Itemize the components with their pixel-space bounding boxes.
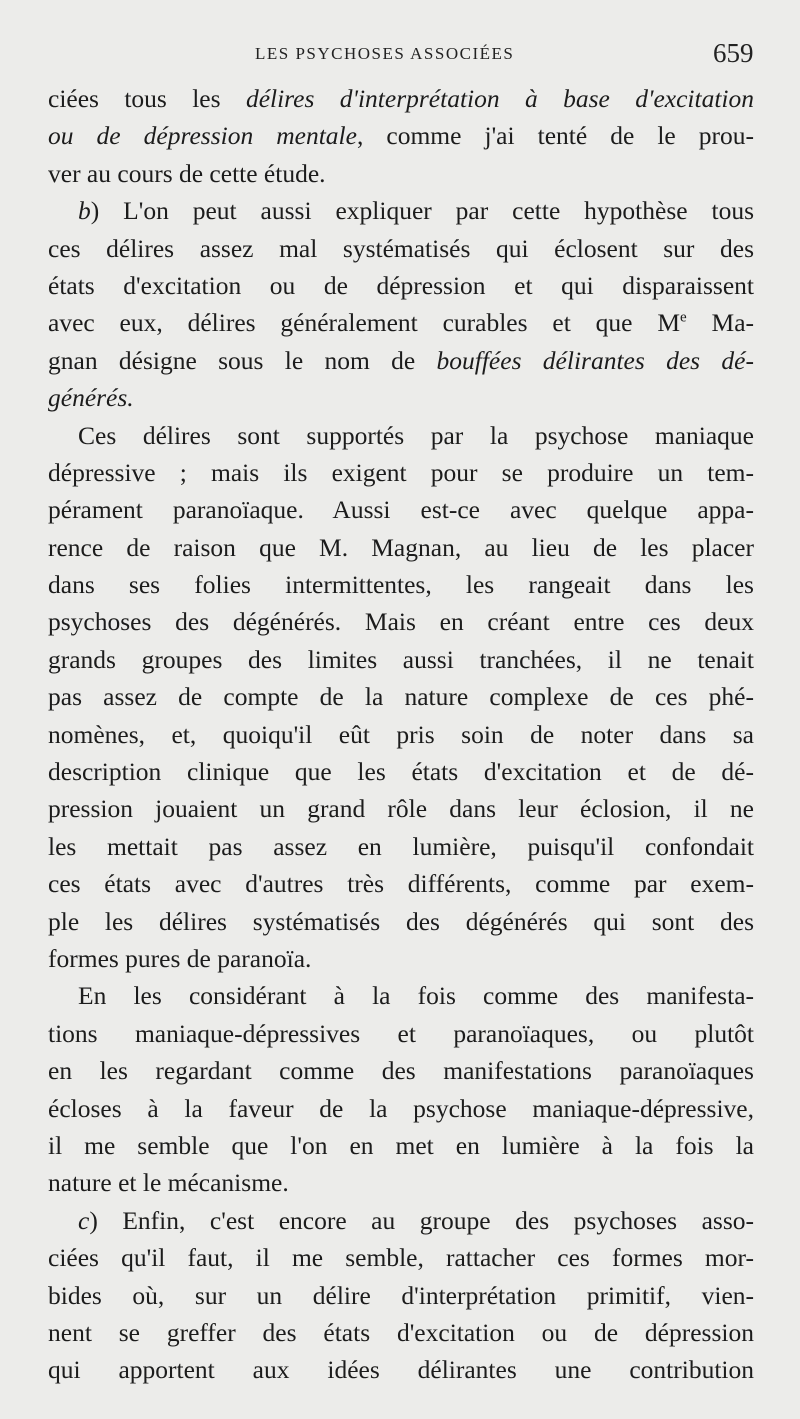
text-segment: bides où, sur un délire d'interprétation primitif, vien- [48, 1280, 754, 1310]
text-line [48, 379, 754, 416]
text-segment: états d'excitation ou de dépression et qui disparaissent [48, 270, 754, 300]
text-line [48, 80, 754, 117]
text-segment: Ces délires sont supportés par la psychose maniaque [78, 420, 754, 450]
text-line [48, 304, 754, 341]
text-segment: c [78, 1205, 90, 1235]
text-line [48, 865, 754, 902]
text-segment: dans ses folies intermittentes, les rangeait dans les [48, 570, 754, 600]
text-segment: grands groupes des limites aussi tranchées, il ne tenait [48, 644, 754, 674]
text-segment: nent se greffer des états d'excitation ou de dépression [48, 1317, 754, 1347]
text-segment: rence de raison que M. Magnan, au lieu de les placer [48, 532, 754, 562]
text-segment: les mettait pas assez en lumière, puisqu'il confondait [48, 831, 754, 861]
text-line [48, 342, 754, 379]
text-segment: ciées tous les [48, 84, 246, 113]
text-line [48, 192, 754, 229]
running-title: LES PSYCHOSES ASSOCIÉES [255, 44, 515, 63]
text-segment: pas assez de compte de la nature complexe de ces phé- [48, 682, 754, 712]
text-line [48, 790, 754, 827]
text-segment: ) L'on peut aussi expliquer par cette hypothèse tous [90, 196, 754, 226]
text-line [48, 1090, 754, 1127]
text-segment: ces états avec d'autres très différents, comme par exem- [48, 869, 754, 899]
text-segment: pérament paranoïaque. Aussi est-ce avec quelque appa- [48, 495, 754, 525]
text-segment: formes pures de paranoïa. [48, 943, 312, 973]
text-line [48, 1314, 754, 1351]
text-segment: nomènes, et, quoiqu'il eût pris soin de noter dans sa [48, 719, 754, 749]
text-line [48, 603, 754, 640]
text-line [48, 454, 754, 491]
text-line [48, 828, 754, 865]
text-line [48, 903, 754, 940]
text-segment: psychoses des dégénérés. Mais en créant entre ces deux [48, 607, 754, 637]
text-segment: tions maniaque-dépressives et paranoïaques, ou plutôt [48, 1018, 754, 1048]
text-line [48, 1015, 754, 1052]
text-segment: qui apportent aux idées délirantes une contribution [48, 1355, 754, 1385]
text-line [48, 678, 754, 715]
text-segment: avec eux, délires généralement curables et que M [48, 308, 680, 338]
text-segment: nature et le mécanisme. [48, 1168, 289, 1198]
text-segment: En les considérant à la fois comme des manifesta- [78, 981, 754, 1011]
text-segment: ) Enfin, c'est encore au groupe des psychoses asso- [89, 1205, 754, 1235]
text-line [48, 417, 754, 454]
text-segment: Ma- [686, 308, 755, 338]
text-segment: bouffées délirantes des dé- [436, 345, 754, 375]
text-line [48, 230, 754, 267]
text-segment: pression jouaient un grand rôle dans leur éclosion, il ne [48, 794, 754, 824]
text-segment: e [680, 309, 687, 326]
body-text [48, 80, 754, 1389]
text-line [48, 267, 754, 304]
text-line [48, 566, 754, 603]
text-segment: gnan désigne sous le nom de [48, 345, 437, 375]
text-segment: b [78, 196, 91, 226]
text-line [48, 529, 754, 566]
text-segment: dépressive ; mais ils exigent pour se produire un tem- [48, 457, 754, 487]
page-header [0, 38, 800, 78]
text-line [48, 977, 754, 1014]
text-line [48, 117, 754, 154]
text-segment: délires d'interprétation à base d'excitation [245, 84, 754, 113]
text-line [48, 641, 754, 678]
text-segment: ou de dépression mentale [48, 121, 357, 151]
text-line [48, 1239, 754, 1276]
text-line [48, 1202, 754, 1239]
text-line [48, 1127, 754, 1164]
text-line [48, 1052, 754, 1089]
text-segment: générés. [48, 383, 134, 413]
text-line [48, 753, 754, 790]
text-segment: ver au cours de cette étude. [48, 158, 326, 188]
text-segment: ciées qu'il faut, il me semble, rattacher ces formes mor- [48, 1243, 754, 1273]
text-segment: ple les délires systématisés des dégénérés qui sont des [48, 906, 754, 936]
text-segment: , comme j'ai tenté de le prou- [356, 121, 754, 151]
text-line [48, 1351, 754, 1388]
text-line [48, 155, 754, 192]
text-line [48, 1277, 754, 1314]
text-line [48, 1164, 754, 1201]
text-line [48, 940, 754, 977]
text-segment: il me semble que l'on en met en lumière à la fois la [48, 1130, 754, 1160]
page-number: 659 [713, 38, 754, 68]
text-line [48, 716, 754, 753]
text-segment: ces délires assez mal systématisés qui éclosent sur des [48, 233, 754, 263]
text-segment: écloses à la faveur de la psychose maniaque-dépressive, [48, 1093, 754, 1123]
text-segment: description clinique que les états d'excitation et de dé- [48, 757, 754, 787]
text-line [48, 491, 754, 528]
text-segment: en les regardant comme des manifestations paranoïaques [48, 1056, 754, 1086]
